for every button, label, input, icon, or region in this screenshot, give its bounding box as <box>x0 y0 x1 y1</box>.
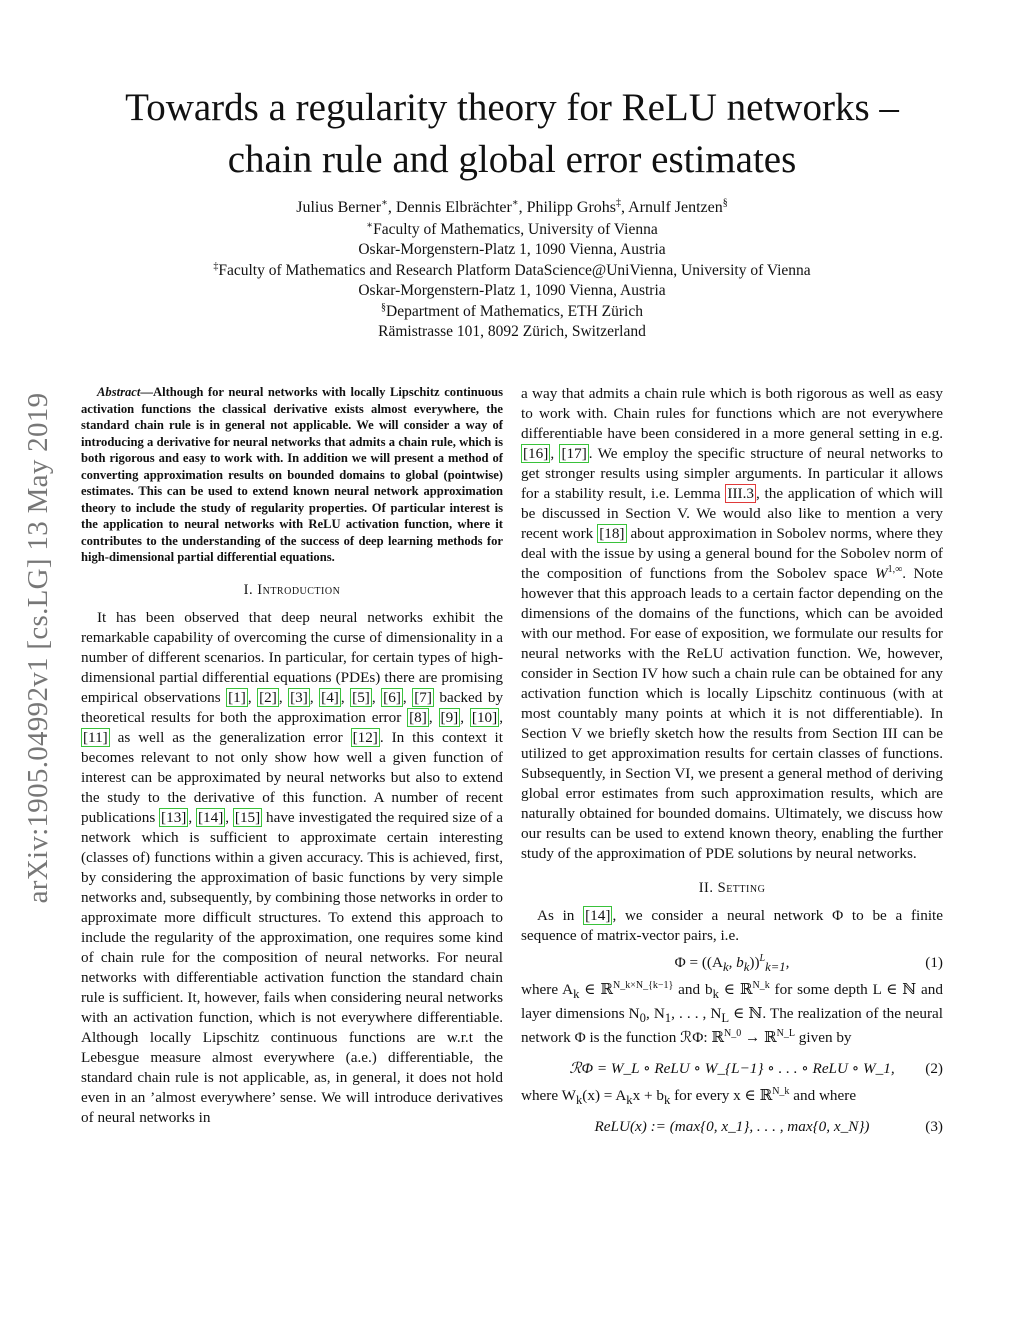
abstract: Abstract—Although for neural networks with locally Lipschitz continuous activation functions the classical derivative exists almost everywhere, the standard chain rule is in general not applicable. We will consider a way of introducing a derivative for neural networks that admits a chain rule, which is both rigorous and easy to work with. In addition we will present a method of converting approximation results on bounded domains to global (pointwise) estimates. This can be used to extend known neural network approximation theory to include the study of regularity properties. Of particular interest is the application to neural networks with ReLU activation function, where it contributes to the understanding of the success of deep learning methods for high-dimensional partial differential equations. <box>81 385 503 564</box>
citation-link[interactable]: [18] <box>599 525 625 542</box>
citation-link[interactable]: [6] <box>383 688 401 706</box>
citation-link[interactable]: [3] <box>290 688 308 706</box>
affiliation-line: ∗Faculty of Mathematics, University of Vienna <box>366 219 658 238</box>
abstract-label: Abstract <box>97 385 141 399</box>
section-heading-setting: II. Setting <box>698 880 766 896</box>
equation-number: (2) <box>925 1060 943 1078</box>
citation-link[interactable]: [2] <box>259 688 277 706</box>
citation-link[interactable]: [15] <box>234 808 261 826</box>
author-1: Julius Berner <box>296 199 382 216</box>
equation-3: ReLU(x) := (max{0, x_1}, . . . , max{0, x_N}) (3) <box>521 1116 943 1138</box>
author-4: , Arnulf Jentzen <box>621 199 723 216</box>
equation-number: (3) <box>925 1118 943 1136</box>
citation-link[interactable]: [9] <box>440 708 459 726</box>
affiliation-line: ‡Faculty of Mathematics and Research Platform DataScience@UniVienna, University of Vienna <box>213 260 811 279</box>
author-2-mark: ∗ <box>511 197 519 209</box>
citation-link[interactable]: [7] <box>414 688 432 706</box>
equation-number: (1) <box>925 954 943 971</box>
left-column <box>81 384 503 1128</box>
citation-link[interactable]: [10] <box>471 708 498 726</box>
citation-link[interactable]: [14] <box>197 808 224 826</box>
author-names <box>100 198 924 219</box>
setting-paragraph: where $A_k$ ∈ ℝ$^{N\_k\times N\_\{k-1\}}$ and $b_k$ ∈ ℝ$^{N\_k}$ for some depth L ∈ ℕ and layer dimensions $N_0$, $N_1$, . . . , $N_L$ ∈ ℕ. The realization of the neural network Φ is the function ℛΦ: ℝ$^{N\_0}$ → ℝ$^{N\_L}$ given by <box>521 979 944 1047</box>
paper-title <box>60 82 964 186</box>
citation-link[interactable]: [4] <box>321 688 339 706</box>
abstract-text: Although for neural networks with locally Lipschitz continuous activation functions the classical derivative exists almost everywhere, the standard chain rule is in general not applicable. We will consider a way of introducing a derivative for neural networks that admits a chain rule, which is both rigorous and easy to work with. In addition we will present a method of converting approximation results on bounded domains to global (pointwise) estimates. This can be used to extend known neural network approximation theory to include the study of regularity properties. Of particular interest is the application to neural networks with ReLU activation function, where it contributes to the understanding of the success of deep learning methods for high-dimensional partial differential equations. <box>81 385 503 564</box>
author-4-mark: § <box>722 197 728 209</box>
author-3: , Philipp Grohs <box>518 199 616 216</box>
citation-link[interactable]: [8] <box>409 708 427 726</box>
arxiv-identifier: arXiv:1905.04992v1 [cs.LG] 13 May 2019 <box>22 392 54 904</box>
citation-link[interactable]: [16] <box>523 445 549 462</box>
setting-paragraph: where $W_k(x) = A_kx + b_k$ for every x ∈ ℝ$^{N\_k}$ and where <box>521 1086 857 1108</box>
citation-link[interactable]: [12] <box>352 728 378 746</box>
author-3-mark: ‡ <box>616 197 621 209</box>
lemma-link[interactable]: III.3 <box>727 485 754 502</box>
title-line-2: chain rule and global error estimates <box>227 138 797 181</box>
affiliation-line: Oskar-Morgenstern-Platz 1, 1090 Vienna, Austria <box>358 282 666 299</box>
author-2: , Dennis Elbrächter <box>387 199 512 216</box>
section-heading-introduction: I. Introduction <box>243 581 341 598</box>
citation-link[interactable]: [13] <box>161 808 187 826</box>
intro-paragraph-continued: a way that admits a chain rule which is both rigorous as well as easy to work with. Chain rules for functions which are not everywhere differentiable have been considered in a more general setting in e.g. [16] , [17] . We employ the specific structure of neural networks to get stronger results using simpler arguments. In particular it allows for a stability result, i.e. Lemma III.3 , the application of which will be discussed in Section V. We would also like to mention a very recent work [18] about approximation in Sobolev norms, where they deal with the issue by using a general bound for the Sobolev norm of the composition of functions from the Sobolev space $W^{1,\infty}$. Note however that this approach leads to a certain factor depending on the dimensions of the domains of the functions, which can be avoided with our method. For ease of exposition, we formulate our results for neural networks with the ReLU activation function. We, however, consider in Section IV how such a chain rule can be obtained for any activation function which is locally Lipschitz continuous (with at most countably many points at which it is not differentiable). In Section V we briefly sketch how the results from Section III can be utilized to get approximation results for certain classes of functions. Subsequently, in Section VI, we present a general method of deriving global error estimates from such approximation results, which are naturally obtained for bounded domains. Ultimately, we discuss how our results can be used to extend known theory, enabling the further study of the approximation of PDE solutions by neural networks. <box>521 385 944 862</box>
equation-2: ℛΦ = W_L ∘ ReLU ∘ W_{L−1} ∘ . . . ∘ ReLU ∘ W_1, (2) <box>521 1058 943 1080</box>
citation-link[interactable]: [1] <box>228 688 246 706</box>
author-block <box>100 198 924 343</box>
setting-paragraph: As in [14] , we consider a neural network Φ to be a finite sequence of matrix-vector pairs, i.e. <box>521 907 943 944</box>
affiliation-line: Oskar-Morgenstern-Platz 1, 1090 Vienna, Austria <box>358 241 666 258</box>
citation-link[interactable]: [5] <box>352 688 370 706</box>
right-column <box>521 384 943 1144</box>
citation-link[interactable]: [14] <box>585 907 611 924</box>
citation-link[interactable]: [17] <box>561 445 587 462</box>
citation-link[interactable]: [11] <box>83 728 108 746</box>
title-line-1: Towards a regularity theory for ReLU networks – <box>125 86 899 129</box>
intro-paragraph: It has been observed that deep neural networks exhibit the remarkable capability of overcoming the curse of dimensionality in a number of different scenarios. In particular, for certain types of high-dimensional partial differential equations (PDEs) there are promising empirical observations [1] , [2] , [3] , [4] , [5] , [6] , [7] backed by theoretical results for both the approximation error [8] , [9] , [10] , [11] as well as the generalization error [12] . In this context it becomes relevant to not only show how well a given function of interest can be approximated by neural networks but also to extend the study to the derivative of this function. A number of recent publications [13] , [14] , [15] have investigated the required size of a network which is sufficient to approximate certain interesting (classes of) functions within a given accuracy. This is achieved, first, by considering the approximation of basic functions by very simple networks and, subsequently, by combining those networks in order to approximate more difficult structures. To extend this approach to include the regularity of the approximation, one requires some kind of chain rule for the composition of neural networks. For neural networks with differentiable activation function the standard chain rule is sufficient. It, however, fails when considering neural networks with an activation function, which is not everywhere differentiable. Although locally Lipschitz continuous functions are w.r.t the Lebesgue measure almost everywhere (a.e.) differentiable, the standard chain rule is not applicable, as, in general, it does not hold even in an ’almost everywhere’ sense. We will introduce derivatives of neural networks in <box>81 608 504 1126</box>
affiliation-line: Rämistrasse 101, 8092 Zürich, Switzerland <box>378 323 646 340</box>
author-1-mark: ∗ <box>381 197 388 209</box>
equation-1: $\Phi = ((A_k$, $b_k))^L_{k=1}$, (1) <box>674 952 943 975</box>
affiliation-line: §Department of Mathematics, ETH Zürich <box>381 301 643 320</box>
